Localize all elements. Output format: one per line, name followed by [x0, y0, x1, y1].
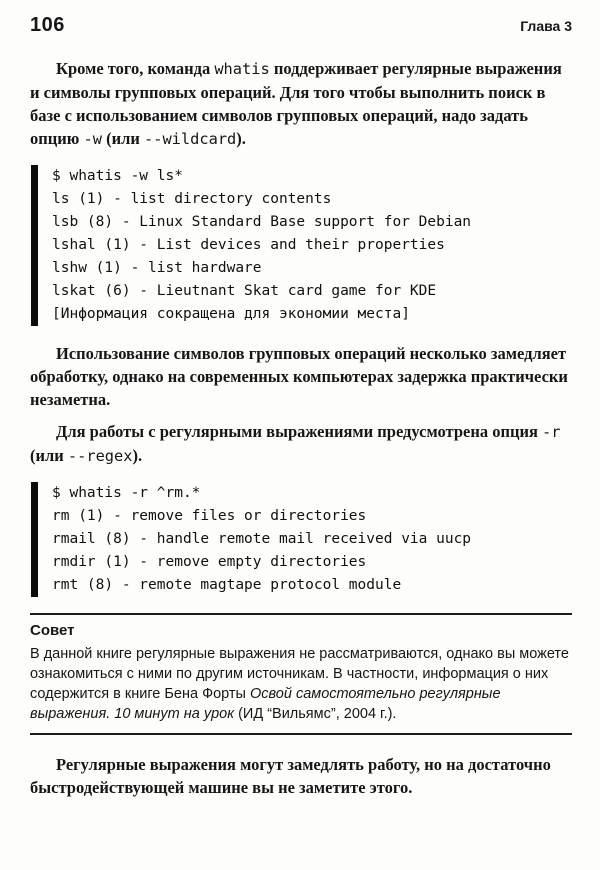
- text-segment: Освой самостоятельно регулярные выражения. 10 минут на урок: [30, 686, 501, 722]
- code-line: $ whatis -r ^rm.*: [52, 485, 201, 501]
- code-line: lshal (1) - List devices and their properties: [52, 237, 445, 253]
- page-header: [30, 14, 572, 37]
- text-segment: В данной книге регулярные выражения не рассматриваются, однако вы можете ознакомиться с ними по другим источникам. В частности, информация о них содержится в книге Бена Форты: [30, 646, 569, 702]
- code-line: [Информация сокращена для экономии места]: [52, 306, 410, 322]
- text-segment: whatis: [214, 60, 270, 78]
- paragraph-regex-option: [30, 420, 572, 468]
- text-segment: ).: [132, 446, 143, 465]
- paragraph-whatis-wildcards: [30, 57, 572, 151]
- chapter-title: Глава 3: [520, 18, 572, 34]
- page-number: 106: [30, 14, 65, 36]
- code-line: rmail (8) - handle remote mail received via uucp: [52, 531, 472, 547]
- paragraph-wildcard-speed: Использование символов групповых операций несколько замедляет обработку, однако на современных компьютерах задержка практически незаметна.: [30, 344, 568, 409]
- paragraph-closing: Регулярные выражения могут замедлять работу, но на достаточно быстродействующей машине вы не заметите этого.: [30, 755, 551, 797]
- text-segment: --wildcard: [144, 130, 237, 148]
- code-block-whatis-r: [31, 482, 572, 597]
- text-segment: (или: [101, 129, 144, 148]
- text-segment: -w: [83, 130, 102, 148]
- text-segment: (или: [30, 446, 68, 465]
- code-line: lsb (8) - Linux Standard Base support for Debian: [52, 214, 472, 230]
- tip-title: Совет: [30, 622, 75, 639]
- code-line: ls (1) - list directory contents: [52, 191, 332, 207]
- code-line: rmt (8) - remote magtape protocol module: [52, 577, 402, 593]
- text-segment: Кроме того, команда: [56, 59, 215, 78]
- code-line: $ whatis -w ls*: [52, 168, 183, 184]
- text-segment: -r: [542, 423, 561, 441]
- text-segment: Для работы с регулярными выражениями предусмотрена опция: [56, 422, 543, 441]
- code-line: rmdir (1) - remove empty directories: [52, 554, 367, 570]
- tip-box: [30, 613, 572, 735]
- code-line: lshw (1) - list hardware: [52, 260, 262, 276]
- text-segment: поддерживает регулярные выражения и символы групповых операций. Для того чтобы выполнить поиск в базе с использованием символов групповых операций, надо задать опцию: [30, 59, 562, 148]
- text-segment: ).: [236, 129, 246, 148]
- code-line: rm (1) - remove files or directories: [52, 508, 367, 524]
- tip-body: [30, 644, 572, 724]
- text-segment: (ИД “Вильямс”, 2004 г.).: [234, 706, 397, 722]
- text-segment: --regex: [67, 447, 133, 465]
- code-block-whatis-w: [31, 165, 572, 326]
- code-line: lskat (6) - Lieutnant Skat card game for KDE: [52, 283, 437, 299]
